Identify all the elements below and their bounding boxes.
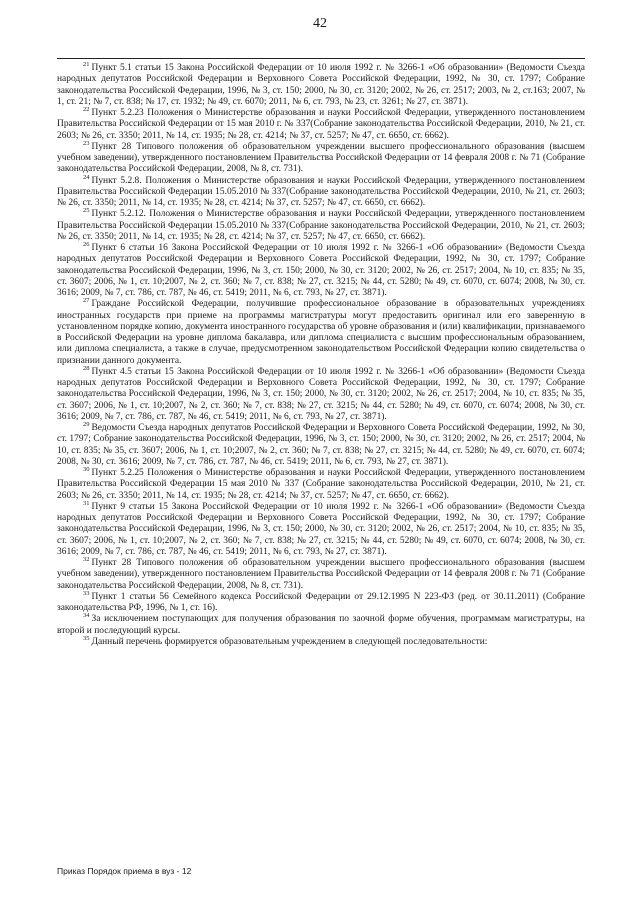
footnote-text: Пункт 28 Типового положения об образовательном учреждении высшего профессионального образования (высшем учебном заведении), утвержденного постановлением Правительства Российской Федерации от 14 февраля 2008 г. № 71 (Собрание законодательства Российской Федерации, 2008, № 8, ст. 731). [57, 558, 585, 591]
footnote-number: 35 [83, 634, 90, 642]
footnote-25 [57, 209, 585, 243]
footnote-separator [57, 58, 585, 59]
footnotes-section [57, 63, 585, 648]
footnote-28 [57, 364, 585, 423]
footnote-21 [57, 63, 585, 108]
footnote-text: Пункт 28 Типового положения об образовательном учреждении высшего профессионального образования (высшем учебном заведении), утвержденного постановлением Правительства Российской Федерации от 14 февраля 2008 г. № 71 (Собрание законодательства Российской Федерации, 2008, № 8, ст. 731). [57, 141, 585, 175]
footnote-26 [57, 243, 585, 299]
footnote-text: Пункт 4.5 статьи 15 Закона Российской Федерации от 10 июля 1992 г. № 3266-1 «Об образовании» (Ведомости Съезда народных депутатов Российской Федерации и Верховного Совета Российской Федерации, 1992, № 30, ст. 1797; Собрание законодательства Российской Федерации, 1996, № 3, ст. 150; 2000, № 30, ст. 3120; 2002, № 26, ст. 2517; 2004, № 10, ст. 835; № 35, ст. 3607; 2006, № 1, ст. 10;2007, № 2, ст. 360; № 7, ст. 838; № 27, ст. 3215; № 44, ст. 5280; № 49, ст. 6070, ст. 6074; 2008, № 30, ст. 3616; 2009, № 7, ст. 786, ст. 787, № 46, ст. 5419; 2011, № 6, ст. 793, № 27, ст. 3871). [57, 366, 585, 422]
footnote-text: Граждане Российской Федерации, получившие профессиональное образование в образовательных учреждениях иностранных государств при приеме на программы магистратуры могут предоставить оригинал или его заверенную в установленном порядке копию, документа иностранного государства об уровне образования и (или) квалификации, признаваемого в Российской Федерации на уровне диплома бакалавра, или диплома специалиста с высшим профессиональным образованием, или диплома специалиста, а также в случае, предусмотренном законодательством Российской Федерации копию свидетельства о признании данного документа. [57, 299, 585, 366]
footnote-text: Пункт 6 статьи 16 Закона Российской Федерации от 10 июля 1992 г. № 3266-1 «Об образовании» (Ведомости Съезда народных депутатов Российской Федерации и Верховного Совета Российской Федерации, 1992, № 30, ст. 1797; Собрание законодательства Российской Федерации, 1996, № 3, ст. 150; 2000, № 30, ст. 3120; 2002, № 26, ст. 2517; 2004, № 10, ст. 835; № 35, ст. 3607; 2006, № 1, ст. 10;2007, № 2, ст. 360; № 7, ст. 838; № 27, ст. 3215; № 44, ст. 5280; № 49, ст. 6070, ст. 6074; 2008, № 30, ст. 3616; 2009, № 7, ст. 786, ст. 787, № 46, ст. 5419; 2011, № 6, ст. 793, № 27, ст. 3871). [57, 243, 585, 298]
footnote-number: 33 [83, 589, 90, 597]
footnote-27 [57, 299, 585, 367]
footnote-33 [57, 589, 585, 615]
page-footer: Приказ Порядок приема в вуз - 12 [57, 866, 192, 876]
footnote-number: 26 [83, 241, 90, 248]
footnote-number: 21 [83, 61, 90, 68]
footnote-text: Пункт 5.2.25 Положения о Министерстве образования и науки Российской Федерации, утвержденного постановлением Правительства Российской Федерации 15 мая 2010 № 337 (Собрание законодательства Российской Федерации, 2010, № 21, ст. 2603; № 26, ст. 3350; 2011, № 14, ст. 1935; № 28, ст. 4214; № 37, ст. 5257; № 47, ст. 6650, ст. 6662). [57, 468, 585, 501]
footnote-text: Пункт 5.2.23 Положения о Министерстве образования и науки Российской Федерации, утвержденного постановлением Правительства Российской Федерации от 15 мая 2010 г. № 337(Собрание законодательства Российской Федерации, 2010, № 21, ст. 2603; № 26, ст. 3350; 2011, № 14, ст. 1935; № 28, ст. 4214; № 37, ст. 5257; № 47, ст. 6650, ст. 6662). [57, 108, 585, 141]
footnote-number: 24 [83, 173, 90, 181]
footnote-text: Пункт 5.2.12. Положения о Министерстве образования и науки Российской Федерации, утвержденного постановлением Правительства Российской Федерации 15.05.2010 № 337(Собрание законодательства Российской Федерации, 2010, № 21, ст. 2603; № 26, ст. 3350; 2011, № 14, ст. 1935; № 28, ст. 4214; № 37, ст. 5257; № 47, ст. 6650, ст. 6662). [57, 209, 585, 242]
footnote-number: 25 [83, 207, 90, 215]
footnote-35 [57, 634, 585, 648]
footnote-number: 28 [83, 364, 90, 372]
footnote-23 [57, 139, 585, 176]
footnote-24 [57, 173, 585, 210]
footnote-text: За исключением поступающих для получения образования по заочной форме обучения, программам магистратуры, на второй и последующий курсы. [57, 614, 585, 636]
footnote-31 [57, 499, 585, 558]
footnote-text: Пункт 1 статьи 56 Семейного кодекса Российской Федерации от 29.12.1995 N 223-ФЗ (ред. от 30.11.2011) (Собрание законодательства РФ, 1996, № 1, ст. 16). [57, 591, 585, 613]
page-number: 42 [313, 16, 327, 31]
footnote-32 [57, 558, 585, 592]
footnote-34 [57, 614, 585, 637]
footnote-number: 29 [83, 421, 90, 428]
footnote-text: Данный перечень формируется образовательным учреждением в следующей последовательности: [91, 636, 488, 647]
footnote-text: Пункт 9 статьи 15 Закона Российской Федерации от 10 июля 1992 г. № 3266-1 «Об образовании» (Ведомости Съезда народных депутатов Российской Федерации и Верховного Совета Российской Федерации, 1992, № 30, ст. 1797; Собрание законодательства Российской Федерации, 1996, № 3, ст. 150; 2000, № 30, ст. 3120; 2002, № 26, ст. 2517; 2004, № 10, ст. 835; № 35, ст. 3607; 2006, № 1, ст. 10;2007, № 2, ст. 360; № 7, ст. 838; № 27, ст. 3215; № 44, ст. 5280; № 49, ст. 6070, ст. 6074; 2008, № 30, ст. 3616; 2009, № 7, ст. 786, ст. 787, № 46, ст. 5419; 2011, № 6, ст. 793, № 27, ст. 3871). [57, 501, 585, 557]
footnote-number: 23 [83, 139, 90, 147]
footnote-text: Пункт 5.1 статьи 15 Закона Российской Федерации от 10 июля 1992 г. № 3266-1 «Об образовании» (Ведомости Съезда народных депутатов Российской Федерации и Верховного Совета Российской Федерации, 1992, № 30, ст. 1797; Собрание законодательства Российской Федерации, 1996, № 3, ст. 150; 2000, № 30, ст. 3120; 2002, № 26, ст. 2517; 2003, № 2, ст.163; 2007, № 1, ст. 21; № 7, ст. 838; № 17, ст. 1932; № 49, ст. 6070; 2011, № 6, ст. 793, № 23, ст. 3261; № 27, ст. 3871). [57, 63, 585, 107]
footnote-29 [57, 423, 585, 468]
footnote-number: 31 [83, 499, 90, 507]
footnote-text: Пункт 5.2.8. Положения о Министерстве образования и науки Российской Федерации, утвержденного постановлением Правительства Российской Федерации 15.05.2010 № 337(Собрание законодательства Российской Федерации, 2010, № 21, ст. 2603; № 26, ст. 3350; 2011, № 14, ст. 1935; № 28, ст. 4214; № 37, ст. 5257; № 47, ст. 6650, ст. 6662). [57, 175, 585, 208]
footnote-number: 22 [83, 106, 90, 113]
footnote-number: 34 [83, 612, 90, 620]
footnote-number: 27 [83, 297, 90, 305]
footnote-number: 30 [83, 466, 90, 473]
footnote-22 [57, 108, 585, 142]
footnote-text: Ведомости Съезда народных депутатов Российской Федерации и Верховного Совета Российской Федерации, 1992, № 30, ст. 1797; Собрание законодательства Российской Федерации, 1996, № 3, ст. 150; 2000, № 30, ст. 3120; 2002, № 26, ст. 2517; 2004, № 10, ст. 835; № 35, ст. 3607; 2006, № 1, ст. 10;2007, № 2, ст. 360; № 7, ст. 838; № 27, ст. 3215; № 44, ст. 5280; № 49, ст. 6070, ст. 6074; 2008, № 30, ст. 3616; 2009, № 7, ст. 786, ст. 787, № 46, ст. 5419; 2011, № 6, ст. 793, № 27, ст. 3871). [57, 423, 585, 467]
footnote-number: 32 [83, 556, 90, 563]
footnote-30 [57, 468, 585, 502]
